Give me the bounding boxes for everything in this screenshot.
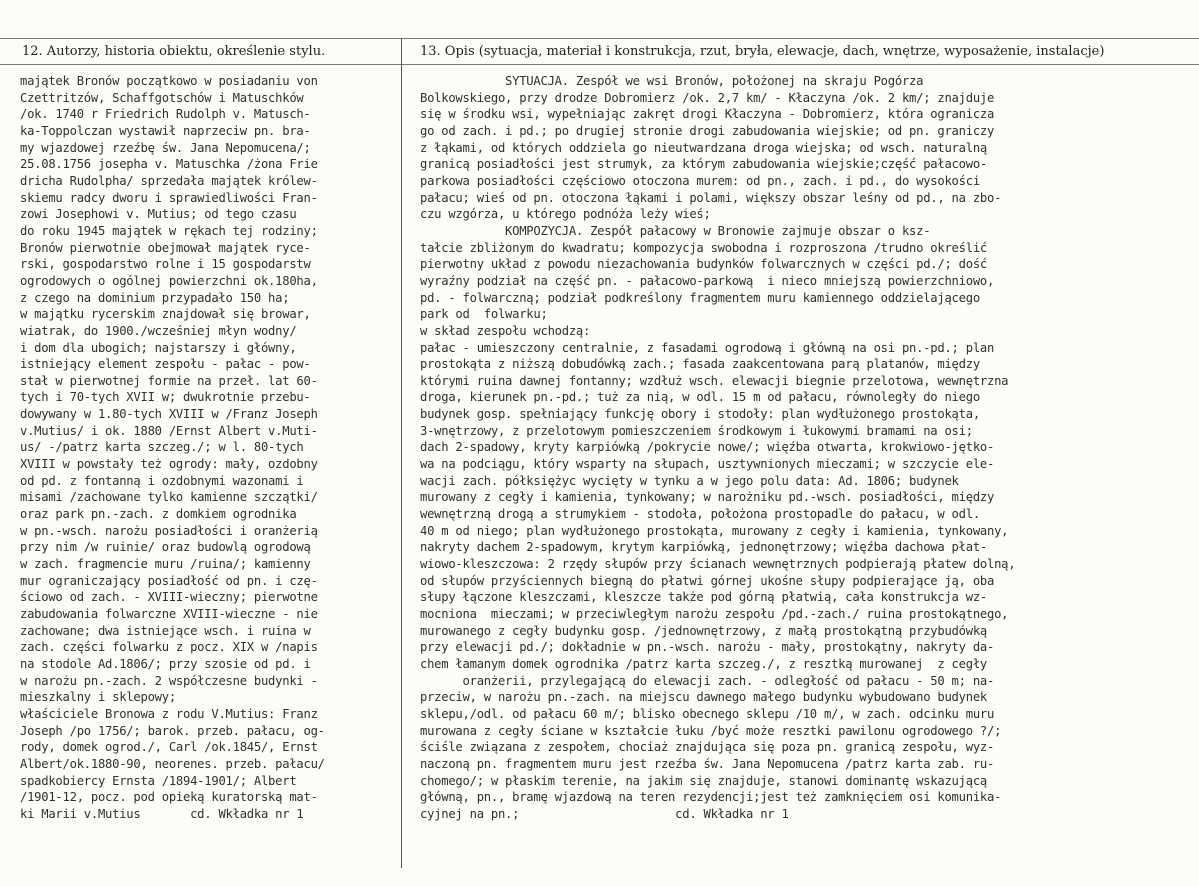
text-line: wiatrak, do 1900./wcześniej młyn wodny/ [20,323,297,338]
text-line: i dom dla ubogich; najstarszy i główny, [20,340,297,355]
text-line: pałac - umieszczony centralnie, z fasadami ogrodową i główną na osi pn.-pd.; plan [420,340,995,355]
text-line: właściciele Bronowa z rodu V.Mutius: Franz [20,706,318,721]
text-line: Czettritzów, Schaffgotschów i Matuschków [20,90,304,105]
text-line: budynek gosp. spełniający funkcję obory i stodoły: plan wydłużonego prostokąta, [420,407,980,422]
text-line: tych i 70-tych XVII w; dwukrotnie przebu- [20,390,311,405]
text-line: misami /zachowane tylko kamienne szczątki/ [20,490,318,505]
text-line: z czego na dominium przypadało 150 ha; [20,290,290,305]
text-line: v.Mutius/ i ok. 1880 /Ernst Albert v.Muti- [20,423,318,438]
text-line: droga, kierunek pn.-pd.; tuż za nią, w odl. 15 m od pałacu, równoległy do niego [420,390,980,405]
text-line: w skład zespołu wchodzą: [420,323,591,338]
text-line: zachowane; dwa istniejące wsch. i ruina w [20,623,311,638]
text-line: mocniona mieczami; w przeciwległym narożu zespołu /pd.-zach./ ruina prostokątnego, [420,607,1009,621]
text-line: naczoną pn. fragmentem muru jest rzeźba św. Jana Nepomucena /patrz karta zab. ru- [420,756,995,771]
text-line: chem łamanym domek ogrodnika /patrz karta szczeg./, z resztką murowanej z cegły [420,656,987,671]
text-line: prostokąta z niższą dobudówką zach.; fasada zaakcentowana parą platanów, między [420,357,980,372]
text-line: zabudowania folwarczne XVIII-wieczne - nie [20,607,318,621]
text-line: nakryty dachem 2-spadowym, krytym karpiówką, jednonętrzowy; więźba dachowa płat- [420,540,987,555]
text-line: którymi ruina dawnej fontanny; wzdłuż wsch. elewacji biegnie przelotowa, wewnętrzna [420,373,1009,388]
history-text-column [20,73,388,823]
text-line: oranżerii, przylegającą do elewacji zach. - odległość od pałacu - 50 m; na- [420,673,995,688]
text-line: XVIII w powstały też ogrody: mały, ozdobny [20,457,318,472]
text-line: ściśle związana z zespołem, chociaż znajdująca się poza pn. granicą zespołu, wyz- [420,740,995,755]
text-line: murowanego z cegły budynku gosp. /jednownętrzowy, z małą prostokątną przybudówką [420,623,987,638]
text-line: Bolkowskiego, przy drodze Dobromierz /ok. 2,7 km/ - Kłaczyna /ok. 2 km/; znajduje [420,90,995,105]
text-line: czu wzgórza, u którego podnóża leży wieś; [420,207,711,222]
text-line: słupy łączone kleszczami, kleszcze także pod górną płatwią, cała konstrukcja wz- [420,590,987,605]
text-line: /ok. 1740 r Friedrich Rudolph v. Matusch- [20,107,311,122]
text-line: na stodole Ad.1806/; przy szosie od pd. i [20,656,311,671]
description-text-column [420,73,1195,823]
text-line: przy nim /w ruinie/ oraz budowlą ogrodową [20,540,311,555]
text-line: wacji zach. półksiężyc wycięty w tynku a w jego polu data: Ad. 1806; budynek [420,473,959,488]
text-line: SYTUACJA. Zespół we wsi Bronów, położonej na skraju Pogórza [420,74,924,88]
text-line: w pn.-wsch. narożu posiadłości i oranżerią [20,523,318,538]
text-line: się w środku wsi, wypełniając zakręt drogi Kłaczyna - Dobromierz, która ogranicza [420,107,995,122]
text-line: od pd. z fontanną i ozdobnymi wazonami i [20,473,304,488]
text-line: granicą posiadłości jest strumyk, za którym zabudowania wiejskie;część pałacowo- [420,157,987,172]
text-line: dach 2-spadowy, kryty karpiówką /pokrycie nowe/; więźba otwarta, krokwiowo-jętko- [420,440,995,455]
text-line: wyraźny podział na część pn. - pałacowo-parkową i nieco mniejszą powierzchniowo, [420,273,995,288]
text-line: chomego/; w płaskim terenie, na jakim się znajduje, stanowi dominantę wskazującą [420,773,987,788]
text-line: pd. - folwarczną; podział podkreślony fragmentem muru kamiennego oddzielającego [420,290,980,305]
text-line: parkowa posiadłości częściowo otoczona murem: od pn., zach. i pd., do wysokości [420,173,980,188]
text-line: z łąkami, od których oddziela go nieutwardzana droga wiejska; od wsch. naturalną [420,140,987,155]
text-line: majątek Bronów początkowo w posiadaniu von [20,74,318,88]
text-line: dowywany w 1.80-tych XVIII w /Franz Joseph [20,407,318,422]
text-line: mieszkalny i sklepowy; [20,690,176,705]
text-line: wewnętrzną drogą a strumykiem - stodoła, położona prostopadle do pałacu, w odl. [420,507,980,522]
text-line: przy elewacji pd./; dokładnie w pn.-wsch. narożu - mały, prostokątny, nakryty da- [420,640,995,655]
text-line: główną, pn., bramę wjazdową na teren rezydencji;jest też zamknięciem osi komunika- [420,790,1002,805]
text-line: cyjnej na pn.; cd. Wkładka nr 1 [420,806,789,821]
header-bottom-rule [0,64,1199,65]
text-line: stał w pierwotnej formie na przeł. lat 60- [20,373,318,388]
text-line: Albert/ok.1880-90, neorenes. przeb. pałacu/ [20,756,325,771]
text-line: wa na podciągu, który wsparty na słupach, usztywnionych mieczami; w szczycie ele- [420,457,995,472]
text-line: mur ograniczający posiadłość od pn. i czę- [20,573,318,588]
column-divider [401,38,402,868]
header-top-rule [0,38,1199,39]
left-section-header: 12. Autorzy, historia obiektu, określenie stylu. [22,44,326,59]
text-line: skiemu radcy dworu i sprawiedliwości Fran- [20,190,318,205]
text-line: go od zach. i pd.; po drugiej stronie drogi zabudowania wiejskie; od pn. graniczy [420,123,995,138]
text-line: w majątku rycerskim znajdował się browar, [20,307,311,322]
text-line: istniejący element zespołu - pałac - pow- [20,357,311,372]
text-line: dricha Rudolpha/ sprzedała majątek królew- [20,173,318,188]
text-line: KOMPOZYCJA. Zespół pałacowy w Bronowie zajmuje obszar o ksz- [420,223,931,238]
text-line: murowana z cegły ściane w kształcie łuku /być może resztki pawilonu ogrodowego ?/; [420,723,1002,738]
text-line: przeciw, w narożu pn.-zach. na miejscu dawnego małego budynku wybudowano budynek [420,690,987,705]
text-line: 40 m od niego; plan wydłużonego prostokąta, murowany z cegły i kamienia, tynkowany, [420,523,1009,538]
text-line: od słupów przyściennych biegną do płatwi górnej ukośne słupy podpierające ją, oba [420,573,995,588]
text-line: ka-Toppolczan wystawił naprzeciw pn. bra- [20,123,311,138]
text-line: wiowo-kleszczowa: 2 rzędy słupów przy ścianach wewnętrznych podpierają płatew dolną, [420,557,1016,572]
text-line: zowi Josephowi v. Mutius; od tego czasu [20,207,297,222]
text-line: park od folwarku; [420,307,548,322]
text-line: pałacu; wieś od pn. otoczona łąkami i polami, większy obszar leśny od pd., na zbo- [420,190,1002,205]
text-line: us/ -/patrz karta szczeg./; w l. 80-tych [20,440,304,455]
text-line: ogrodowych o ogólnej powierzchni ok.180ha, [20,273,318,288]
text-line: tałcie zbliżonym do kwadratu; kompozycja swobodna i rozproszona /trudno określić [420,240,987,255]
text-line: zach. części folwarku z pocz. XIX w /napis [20,640,318,655]
text-line: w narożu pn.-zach. 2 współczesne budynki - [20,673,318,688]
right-section-header: 13. Opis (sytuacja, materiał i konstrukcja, rzut, bryła, elewacje, dach, wnętrze, wyposażenie, instalacje) [420,44,1105,59]
text-line: murowany z cegły i kamienia, tynkowany; w narożniku pd.-wsch. posiadłości, między [420,490,995,505]
text-line: pierwotny układ z powodu niezachowania budynków folwarcznych w części pd./; dość [420,257,987,272]
text-line: w zach. fragmencie muru /ruina/; kamienny [20,557,311,572]
text-line: rody, domek ogrod./, Carl /ok.1845/, Ernst [20,740,318,755]
text-line: Joseph /po 1756/; barok. przeb. pałacu, og- [20,723,325,738]
text-line: ki Marii v.Mutius cd. Wkładka nr 1 [20,806,304,821]
text-line: do roku 1945 majątek w rękach tej rodziny; [20,223,318,238]
text-line: my wjazdowej rzeźbę św. Jana Nepomucena/; [20,140,311,155]
text-line: ściowo od zach. - XVIII-wieczny; pierwotne [20,590,318,605]
text-line: /1901-12, pocz. pod opieką kuratorską mat- [20,790,318,805]
text-line: 3-wnętrzowy, z przelotowym pomieszczeniem środkowym i łukowymi bramami na osi; [420,423,973,438]
text-line: 25.08.1756 josepha v. Matuschka /żona Frie [20,157,318,172]
text-line: sklepu,/odl. od pałacu 60 m/; blisko obecnego sklepu /10 m/, w zach. odcinku muru [420,706,995,721]
text-line: spadkobiercy Ernsta /1894-1901/; Albert [20,773,297,788]
text-line: oraz park pn.-zach. z domkiem ogrodnika [20,507,297,522]
text-line: rski, gospodarstwo rolne i 15 gospodarstw [20,257,311,272]
text-line: Bronów pierwotnie obejmował majątek ryce- [20,240,311,255]
